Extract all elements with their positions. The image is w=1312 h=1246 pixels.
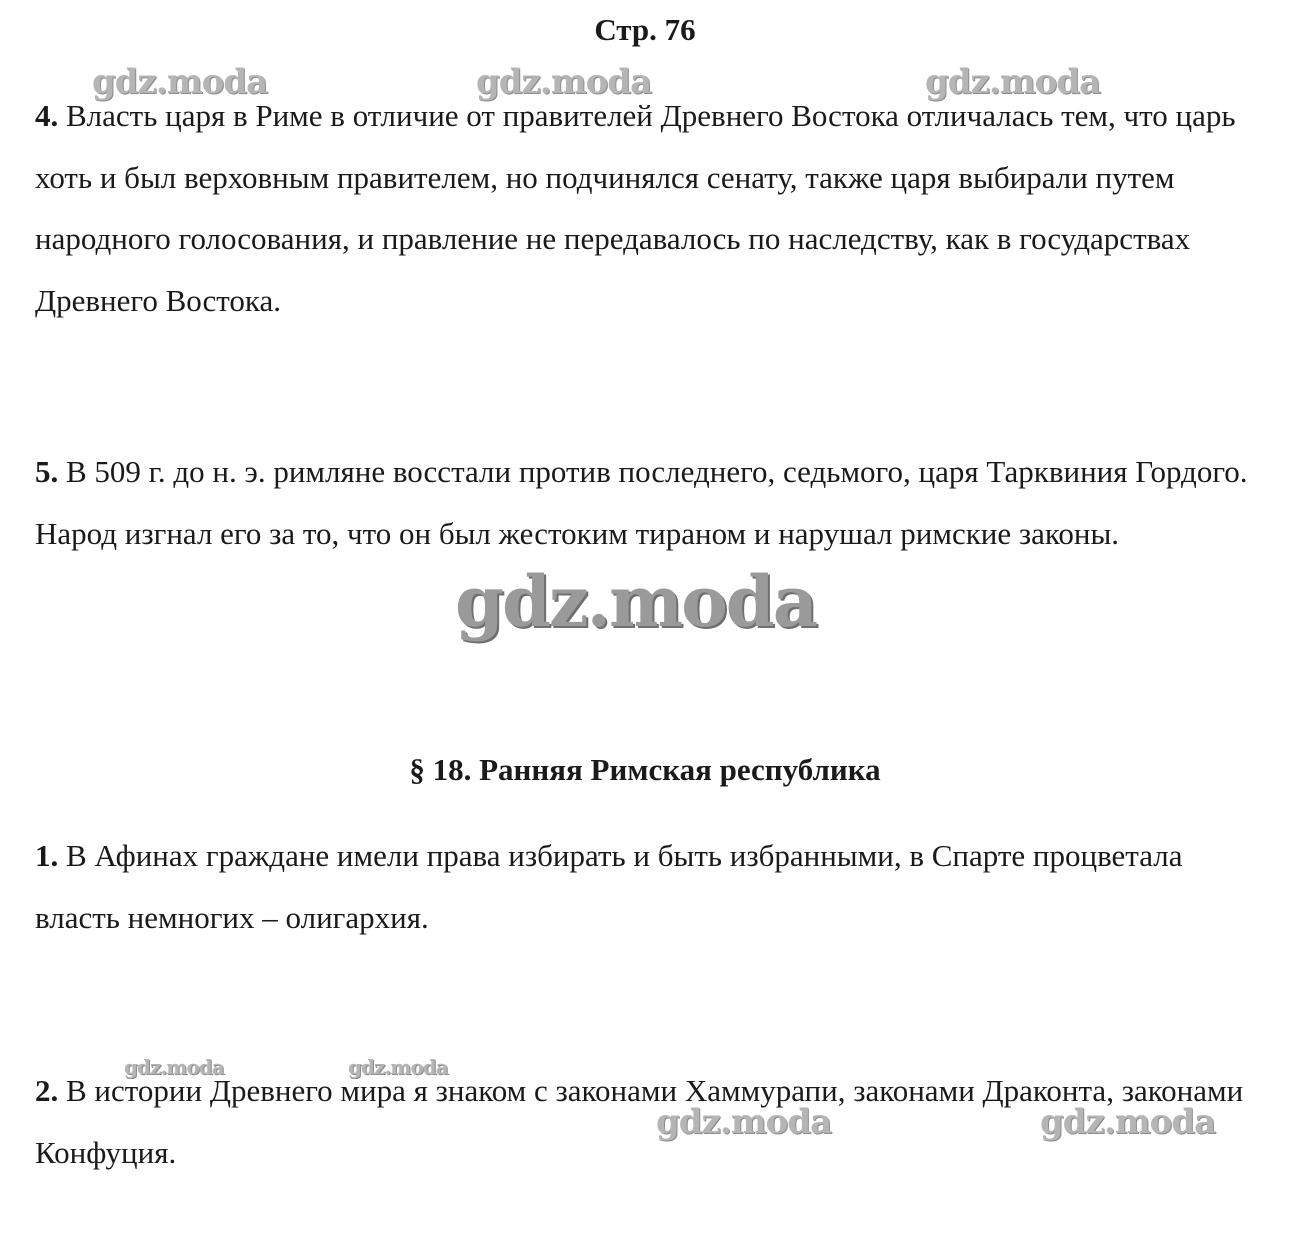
answer-number: 5. xyxy=(35,454,59,489)
answer-text: В 509 г. до н. э. римляне восстали против последнего, седьмого, царя Тарквиния Гордого. Народ изгнал его за то, что он был жестоким тираном и нарушал римские законы. xyxy=(35,454,1248,551)
watermark: gdz.moda xyxy=(348,1055,448,1079)
answer-text: Власть царя в Риме в отличие от правителей Древнего Востока отличалась тем, что царь хоть и был верховным правителем, но подчинялся сенату, также царя выбирали путем народного голосования, и правление не передавалось по наследству, как в государствах Древнего Востока. xyxy=(35,98,1236,318)
section-answer-2 xyxy=(35,1060,1265,1183)
answer-number: 1. xyxy=(35,838,59,873)
watermark: gdz.moda xyxy=(455,560,817,643)
answer-text: В Афинах граждане имели права избирать и быть избранными, в Спарте процветала власть немногих – олигархия. xyxy=(35,838,1183,935)
watermark: gdz.moda xyxy=(656,1102,832,1142)
answer-4 xyxy=(35,85,1265,331)
page-number-title: Стр. 76 xyxy=(594,12,696,47)
answer-5 xyxy=(35,441,1265,564)
watermark: gdz.moda xyxy=(925,62,1101,102)
answer-number: 2. xyxy=(35,1073,59,1108)
watermark: gdz.moda xyxy=(92,62,268,102)
answer-text: В истории Древнего мира я знаком с законами Хаммурапи, законами Драконта, законами Конфуция. xyxy=(35,1073,1244,1170)
answer-number: 4. xyxy=(35,98,59,133)
watermark: gdz.moda xyxy=(476,62,652,102)
section-answer-1 xyxy=(35,825,1265,948)
section-title: § 18. Ранняя Римская республика xyxy=(409,752,881,787)
watermark: gdz.moda xyxy=(1040,1102,1216,1142)
watermark: gdz.moda xyxy=(124,1055,224,1079)
